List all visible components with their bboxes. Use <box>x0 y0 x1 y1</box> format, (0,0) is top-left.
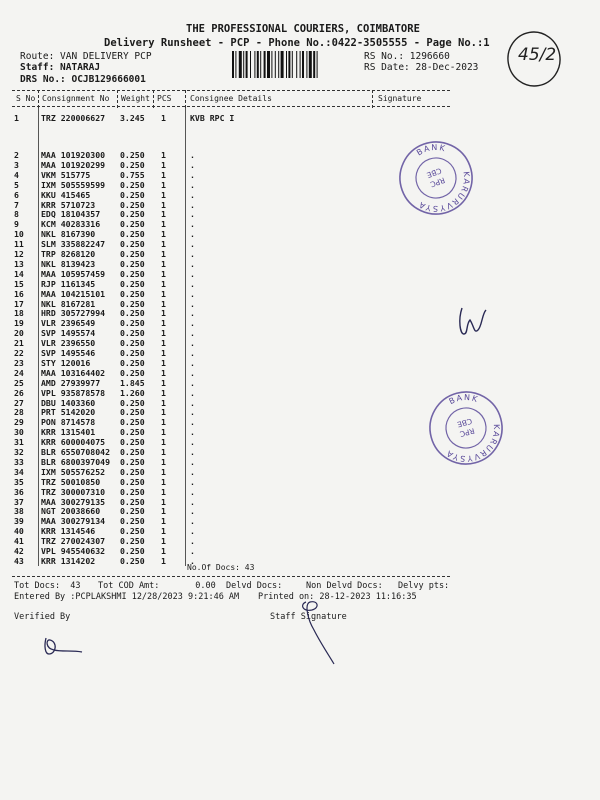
row-consignee: . <box>190 268 195 279</box>
col-signature: Signature <box>378 94 422 103</box>
row-sno: 31 <box>14 437 24 448</box>
company-title: THE PROFESSIONAL COURIERS, COIMBATORE <box>186 23 420 35</box>
row-pcs: 1 <box>161 367 166 378</box>
row-consignment-no: TRZ 220006627 <box>41 113 106 123</box>
row-consignee: . <box>190 239 195 250</box>
printed-on: Printed on: 28-12-2023 11:16:35 <box>258 592 417 602</box>
row-weight: 1.260 <box>120 387 145 398</box>
row-weight: 0.250 <box>120 288 145 299</box>
row-weight: 0.250 <box>120 298 145 309</box>
row-pcs: 1 <box>161 150 166 160</box>
row-consignment-no: KRR 600004075 <box>41 437 106 448</box>
row-sno: 7 <box>14 199 19 210</box>
row-pcs: 1 <box>161 506 166 517</box>
col-divider <box>117 90 118 108</box>
row-sno: 5 <box>14 179 19 190</box>
recipient-signature <box>452 300 492 344</box>
row-consignment-no: NKL 8139423 <box>41 258 96 269</box>
row-consignee: . <box>190 258 195 269</box>
stamp-center-1: RPC <box>428 175 447 190</box>
row-consignment-no: NKL 8167390 <box>41 229 96 240</box>
row-consignee: . <box>190 169 195 180</box>
no-of-docs: No.Of Docs: 43 <box>187 563 255 572</box>
non-delvd-docs: Non Delvd Docs: <box>306 581 383 591</box>
row-weight: 0.250 <box>120 466 145 477</box>
row-weight: 3.245 <box>120 113 145 123</box>
row-pcs: 1 <box>161 437 166 448</box>
row-weight: 0.250 <box>120 348 145 358</box>
handwritten-page-mark <box>504 28 564 90</box>
row-sno: 19 <box>14 318 24 329</box>
row-sno: 17 <box>14 298 24 309</box>
row-weight: 0.250 <box>120 209 145 220</box>
row-pcs: 1 <box>161 209 166 220</box>
row-sno: 38 <box>14 506 24 517</box>
bank-stamp <box>426 388 506 468</box>
col-divider <box>372 90 373 108</box>
row-sno: 20 <box>14 328 24 339</box>
col-divider <box>185 90 186 108</box>
row-consignee: . <box>190 377 195 388</box>
row-consignment-no: IXM 505559599 <box>41 179 106 190</box>
row-consignment-no: BLR 6800397049 <box>41 456 111 467</box>
row-pcs: 1 <box>161 258 166 269</box>
row-consignee: . <box>190 555 195 566</box>
row-consignment-no: KRR 1315401 <box>41 427 96 438</box>
row-consignment-no: EDQ 18104357 <box>41 209 101 220</box>
row-sno: 13 <box>14 258 24 269</box>
row-consignee: . <box>190 546 195 556</box>
runsheet-subtitle: Delivery Runsheet - PCP - Phone No.:0422-3505555 - Page No.:1 <box>104 37 490 49</box>
row-consignee: . <box>190 338 195 349</box>
row-consignee: . <box>190 367 195 378</box>
row-weight: 0.250 <box>120 338 145 349</box>
row-sno: 22 <box>14 348 24 358</box>
row-sno: 33 <box>14 456 24 467</box>
row-consignment-no: TRZ 50010850 <box>41 476 101 487</box>
row-consignment-no: PON 8714578 <box>41 417 96 428</box>
row-consignee: . <box>190 249 195 259</box>
row-consignee: KVB RPC I <box>190 113 235 123</box>
stamp-ring-top: KARURVYSYA <box>416 171 472 214</box>
staff-label: Staff: NATARAJ <box>20 62 101 73</box>
row-consignment-no: MAA 104215101 <box>41 288 106 299</box>
row-consignment-no: NKL 8167281 <box>41 298 96 309</box>
row-sno: 29 <box>14 417 24 428</box>
row-sno: 27 <box>14 397 24 408</box>
row-weight: 0.250 <box>120 258 145 269</box>
row-sno: 26 <box>14 387 24 398</box>
row-consignment-no: SVP 1495574 <box>41 328 96 339</box>
row-consignee: . <box>190 417 195 428</box>
row-pcs: 1 <box>161 417 166 428</box>
row-sno: 4 <box>14 169 19 180</box>
row-pcs: 1 <box>161 397 166 408</box>
row-sno: 32 <box>14 447 24 457</box>
row-consignment-no: IXM 505576252 <box>41 466 106 477</box>
row-consignee: . <box>190 357 195 368</box>
row-weight: 0.250 <box>120 496 145 507</box>
staff-signature-label: Staff Signature <box>270 612 347 622</box>
row-sno: 6 <box>14 189 19 200</box>
col-divider <box>185 108 186 566</box>
row-consignment-no: KRR 1314202 <box>41 555 96 566</box>
row-consignee: . <box>190 387 195 398</box>
row-weight: 0.250 <box>120 179 145 190</box>
route-label: Route: VAN DELIVERY PCP <box>20 51 152 62</box>
row-weight: 0.250 <box>120 417 145 428</box>
row-sno: 21 <box>14 338 24 349</box>
row-consignment-no: PRT 5142020 <box>41 407 96 418</box>
row-consignment-no: HRD 305727994 <box>41 308 106 319</box>
rs-date: RS Date: 28-Dec-2023 <box>364 62 479 73</box>
row-sno: 10 <box>14 229 24 240</box>
row-consignment-no: DBU 1403360 <box>41 397 96 408</box>
row-pcs: 1 <box>161 268 166 279</box>
row-consignment-no: VPL 945540632 <box>41 546 106 556</box>
row-pcs: 1 <box>161 387 166 398</box>
row-weight: 0.250 <box>120 437 145 448</box>
row-consignee: . <box>190 427 195 438</box>
row-consignment-no: VKM 515775 <box>41 169 91 180</box>
row-consignment-no: MAA 101920299 <box>41 159 106 170</box>
row-pcs: 1 <box>161 526 166 537</box>
row-weight: 0.755 <box>120 169 145 180</box>
row-weight: 0.250 <box>120 447 145 457</box>
row-pcs: 1 <box>161 298 166 309</box>
col-divider <box>38 108 39 566</box>
row-consignment-no: MAA 105957459 <box>41 268 106 279</box>
row-pcs: 1 <box>161 113 166 123</box>
row-pcs: 1 <box>161 456 166 467</box>
row-sno: 11 <box>14 239 24 250</box>
staff-signature <box>290 590 350 670</box>
row-consignee: . <box>190 526 195 537</box>
row-sno: 40 <box>14 526 24 537</box>
row-consignee: . <box>190 328 195 339</box>
row-consignee: . <box>190 496 195 507</box>
row-sno: 12 <box>14 249 24 259</box>
row-consignment-no: RJP 1161345 <box>41 278 96 289</box>
row-consignee: . <box>190 278 195 289</box>
row-consignee: . <box>190 159 195 170</box>
row-consignee: . <box>190 288 195 299</box>
row-weight: 0.250 <box>120 476 145 487</box>
row-consignment-no: SLM 335882247 <box>41 239 106 250</box>
row-weight: 0.250 <box>120 526 145 537</box>
row-weight: 0.250 <box>120 219 145 230</box>
entered-by: Entered By :PCPLAKSHMI 12/28/2023 9:21:46 AM <box>14 592 240 602</box>
row-pcs: 1 <box>161 536 166 547</box>
row-pcs: 1 <box>161 318 166 329</box>
row-weight: 0.250 <box>120 318 145 329</box>
row-consignee: . <box>190 407 195 418</box>
row-weight: 0.250 <box>120 427 145 438</box>
row-weight: 0.250 <box>120 486 145 497</box>
row-sno: 8 <box>14 209 19 220</box>
row-sno: 14 <box>14 268 24 279</box>
row-pcs: 1 <box>161 288 166 299</box>
row-consignment-no: MAA 300279135 <box>41 496 106 507</box>
row-sno: 2 <box>14 150 19 160</box>
header-bottom-rule <box>12 106 450 107</box>
row-sno: 3 <box>14 159 19 170</box>
row-weight: 0.250 <box>120 397 145 408</box>
col-consignment: Consignment No <box>42 94 110 103</box>
row-weight: 1.845 <box>120 377 145 388</box>
stamp-center-2: CBE <box>456 416 474 429</box>
row-pcs: 1 <box>161 546 166 556</box>
delvy-pts: Delvy pts: <box>398 581 450 591</box>
row-sno: 15 <box>14 278 24 289</box>
row-weight: 0.250 <box>120 189 145 200</box>
row-consignee: . <box>190 516 195 527</box>
row-pcs: 1 <box>161 357 166 368</box>
row-weight: 0.250 <box>120 199 145 210</box>
row-pcs: 1 <box>161 496 166 507</box>
row-sno: 36 <box>14 486 24 497</box>
row-consignee: . <box>190 199 195 210</box>
row-pcs: 1 <box>161 249 166 259</box>
row-weight: 0.250 <box>120 159 145 170</box>
row-consignee: . <box>190 298 195 309</box>
row-weight: 0.250 <box>120 229 145 240</box>
table-bottom-rule <box>12 576 450 577</box>
tot-cod-amt: Tot COD Amt: 0.00 <box>98 581 216 591</box>
row-sno: 39 <box>14 516 24 527</box>
row-pcs: 1 <box>161 189 166 200</box>
row-pcs: 1 <box>161 328 166 339</box>
row-weight: 0.250 <box>120 150 145 160</box>
row-pcs: 1 <box>161 308 166 319</box>
rs-number: RS No.: 1296660 <box>364 51 450 62</box>
row-weight: 0.250 <box>120 456 145 467</box>
row-pcs: 1 <box>161 229 166 240</box>
row-pcs: 1 <box>161 239 166 250</box>
row-weight: 0.250 <box>120 546 145 556</box>
row-sno: 25 <box>14 377 24 388</box>
row-consignee: . <box>190 437 195 448</box>
row-consignee: . <box>190 150 195 160</box>
row-weight: 0.250 <box>120 278 145 289</box>
row-sno: 42 <box>14 546 24 556</box>
row-sno: 37 <box>14 496 24 507</box>
row-consignee: . <box>190 397 195 408</box>
row-consignment-no: NGT 20038660 <box>41 506 101 517</box>
row-consignment-no: KRR 1314546 <box>41 526 96 537</box>
row-pcs: 1 <box>161 348 166 358</box>
row-weight: 0.250 <box>120 249 145 259</box>
col-sno: S No <box>16 94 36 103</box>
row-weight: 0.250 <box>120 308 145 319</box>
row-sno: 43 <box>14 555 24 566</box>
row-pcs: 1 <box>161 179 166 190</box>
row-consignment-no: VLR 2396550 <box>41 338 96 349</box>
row-consignee: . <box>190 486 195 497</box>
row-sno: 16 <box>14 288 24 299</box>
row-consignee: . <box>190 447 195 457</box>
row-pcs: 1 <box>161 338 166 349</box>
row-weight: 0.250 <box>120 506 145 517</box>
col-pcs: PCS <box>157 94 172 103</box>
row-consignee: . <box>190 456 195 467</box>
row-consignment-no: MAA 300279134 <box>41 516 106 527</box>
row-weight: 0.250 <box>120 328 145 339</box>
row-consignment-no: KKU 415465 <box>41 189 91 200</box>
row-sno: 30 <box>14 427 24 438</box>
col-divider <box>38 90 39 108</box>
row-consignee: . <box>190 536 195 547</box>
row-pcs: 1 <box>161 486 166 497</box>
row-consignment-no: KRR 5710723 <box>41 199 96 210</box>
row-consignment-no: STY 120016 <box>41 357 91 368</box>
col-consignee: Consignee Details <box>190 94 272 103</box>
row-weight: 0.250 <box>120 516 145 527</box>
row-consignment-no: MAA 101920300 <box>41 150 106 160</box>
row-consignment-no: TRZ 300007310 <box>41 486 106 497</box>
row-consignment-no: KCM 40283316 <box>41 219 101 230</box>
row-pcs: 1 <box>161 159 166 170</box>
row-consignment-no: MAA 103164402 <box>41 367 106 378</box>
row-weight: 0.250 <box>120 367 145 378</box>
row-sno: 41 <box>14 536 24 547</box>
row-sno: 23 <box>14 357 24 368</box>
row-consignment-no: TRZ 270024307 <box>41 536 106 547</box>
row-consignee: . <box>190 209 195 220</box>
row-consignee: . <box>190 189 195 200</box>
drs-number: DRS No.: OCJB129666001 <box>20 74 146 85</box>
row-pcs: 1 <box>161 169 166 180</box>
row-consignee: . <box>190 506 195 517</box>
tot-docs: Tot Docs: 43 <box>14 581 81 591</box>
row-sno: 24 <box>14 367 24 378</box>
row-pcs: 1 <box>161 427 166 438</box>
row-consignee: . <box>190 229 195 240</box>
row-consignee: . <box>190 179 195 190</box>
verified-by: Verified By <box>14 612 71 622</box>
row-sno: 18 <box>14 308 24 319</box>
row-consignment-no: TRP 8268120 <box>41 249 96 259</box>
header-top-rule <box>12 90 450 91</box>
row-consignee: . <box>190 348 195 358</box>
stamp-ring-top: KARURVYSYA <box>443 424 502 464</box>
row-pcs: 1 <box>161 476 166 487</box>
row-consignment-no: BLR 6550708042 <box>41 447 111 457</box>
row-consignee: . <box>190 466 195 477</box>
row-pcs: 1 <box>161 466 166 477</box>
row-pcs: 1 <box>161 377 166 388</box>
row-pcs: 1 <box>161 278 166 289</box>
row-pcs: 1 <box>161 555 166 566</box>
row-pcs: 1 <box>161 516 166 527</box>
row-consignment-no: AMD 27939977 <box>41 377 101 388</box>
row-consignment-no: VLR 2396549 <box>41 318 96 329</box>
stamp-ring-bottom: BANK <box>415 142 448 158</box>
bank-stamp <box>396 138 476 218</box>
verifier-signature <box>40 630 90 660</box>
col-divider <box>153 90 154 108</box>
row-consignee: . <box>190 318 195 329</box>
row-weight: 0.250 <box>120 536 145 547</box>
row-consignment-no: SVP 1495546 <box>41 348 96 358</box>
row-pcs: 1 <box>161 199 166 210</box>
barcode-icon <box>232 51 356 78</box>
delvd-docs: Delvd Docs: <box>226 581 283 591</box>
row-weight: 0.250 <box>120 407 145 418</box>
row-weight: 0.250 <box>120 268 145 279</box>
col-weight: Weight <box>121 94 150 103</box>
row-consignee: . <box>190 476 195 487</box>
row-weight: 0.250 <box>120 357 145 368</box>
handwritten-page-number: 45/2 <box>518 45 557 65</box>
row-sno: 34 <box>14 466 24 477</box>
stamp-center-1: RPC <box>458 426 476 439</box>
stamp-ring-bottom: BANK <box>447 392 480 407</box>
stamp-center-2: CBE <box>425 166 443 180</box>
row-sno: 28 <box>14 407 24 418</box>
row-consignee: . <box>190 308 195 319</box>
row-sno: 35 <box>14 476 24 487</box>
row-sno: 1 <box>14 113 19 123</box>
row-sno: 9 <box>14 219 19 230</box>
row-weight: 0.250 <box>120 555 145 566</box>
row-weight: 0.250 <box>120 239 145 250</box>
row-pcs: 1 <box>161 447 166 457</box>
row-pcs: 1 <box>161 407 166 418</box>
row-pcs: 1 <box>161 219 166 230</box>
row-consignee: . <box>190 219 195 230</box>
row-consignment-no: VPL 935878578 <box>41 387 106 398</box>
